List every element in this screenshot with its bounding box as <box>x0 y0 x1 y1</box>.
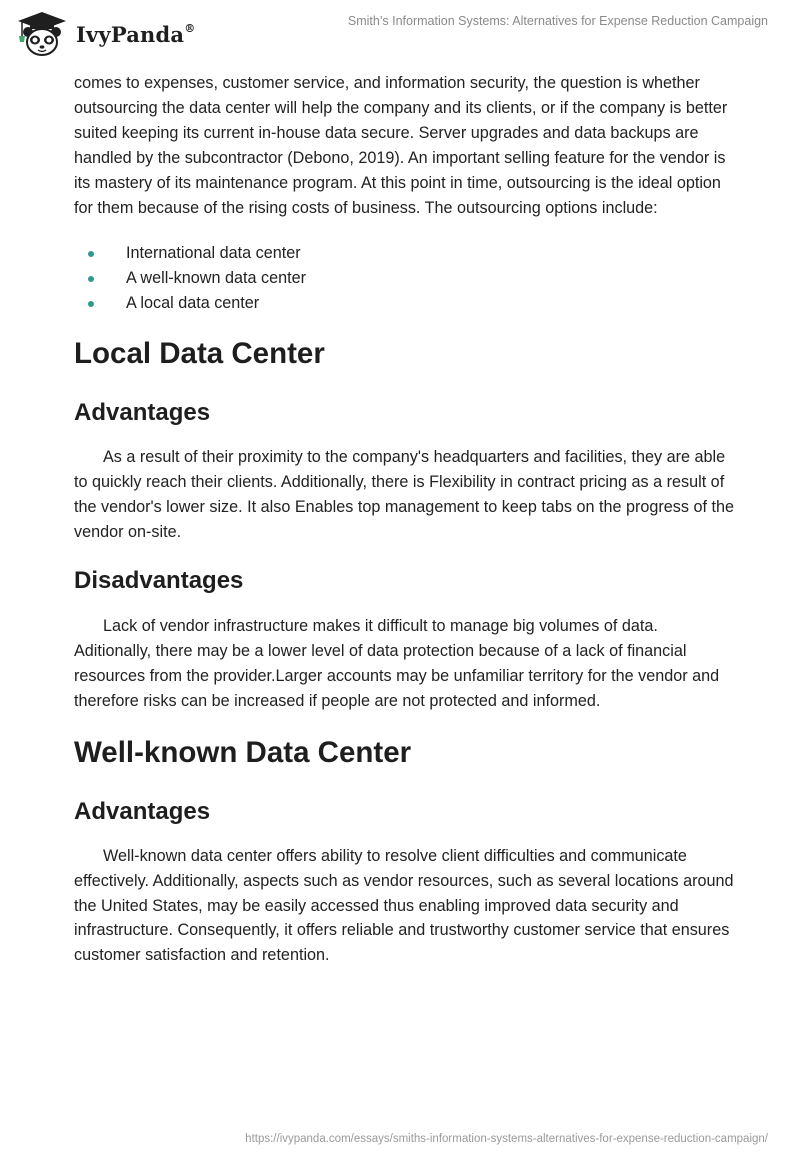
local-advantages-paragraph: As a result of their proximity to the company's headquarters and facilities, they are able to quickly reach their clients. Additionally, there is Flexibility in contract pricing as a result of the vendor's lower size. It also Enables top management to keep tabs on the progress of the vendor on-site. <box>74 448 734 542</box>
list-item <box>74 266 734 291</box>
intro-paragraph: comes to expenses, customer service, and information security, the question is whether outsourcing the data center will help the company and its clients, or if the company is better suited keeping its current in-house data secure. Server upgrades and data backups are handled by the subcontractor (Debono, 2019). An important selling feature for the vendor is its mastery of its maintenance program. At this point in time, outsourcing is the ideal option for them because of the rising costs of business. The outsourcing options include: <box>74 74 728 217</box>
subheading-local-disadvantages: Disadvantages <box>74 567 244 595</box>
brand-name: IvyPanda® <box>76 21 196 47</box>
subheading-local-advantages: Advantages <box>74 399 211 427</box>
document-title: Smith’s Information Systems: Alternatives for Expense Reduction Campaign <box>347 14 768 28</box>
list-item <box>74 241 734 266</box>
section-heading-wellknown: Well-known Data Center <box>74 735 412 769</box>
bullet-icon <box>88 301 94 307</box>
list-item-label: A well-known data center <box>126 269 306 288</box>
article-body <box>74 71 734 968</box>
brand-logo[interactable] <box>14 10 195 58</box>
source-url-link[interactable]: https://ivypanda.com/essays/smiths-information-systems-alternatives-for-expense-reduction-campaign/ <box>245 1133 768 1145</box>
page-header <box>0 0 800 70</box>
list-item-label: International data center <box>126 244 301 263</box>
wellknown-advantages-paragraph: Well-known data center offers ability to resolve client difficulties and communicate effectively. Additionally, aspects such as vendor resources, such as several locations around the United States, may be easily accessed thus enabling improved data security and infrastructure. Consequently, it offers reliable and trustworthy customer service that ensures customer satisfaction and retention. <box>74 846 734 965</box>
subheading-wellknown-advantages: Advantages <box>74 797 211 825</box>
list-item-label: A local data center <box>126 294 260 313</box>
bullet-icon <box>88 251 94 257</box>
local-disadvantages-paragraph: Lack of vendor infrastructure makes it difficult to manage big volumes of data. Aditionally, there may be a lower level of data protection because of a lack of financial resources from the provider.Larger accounts may be unfamiliar territory for the vendor and therefore risks can be increased if people are not protected and informed. <box>74 617 720 710</box>
list-item <box>74 291 734 316</box>
outsourcing-options-list <box>74 241 734 316</box>
bullet-icon <box>88 276 94 282</box>
panda-mascot-icon <box>14 10 70 58</box>
section-heading-local: Local Data Center <box>74 337 325 371</box>
